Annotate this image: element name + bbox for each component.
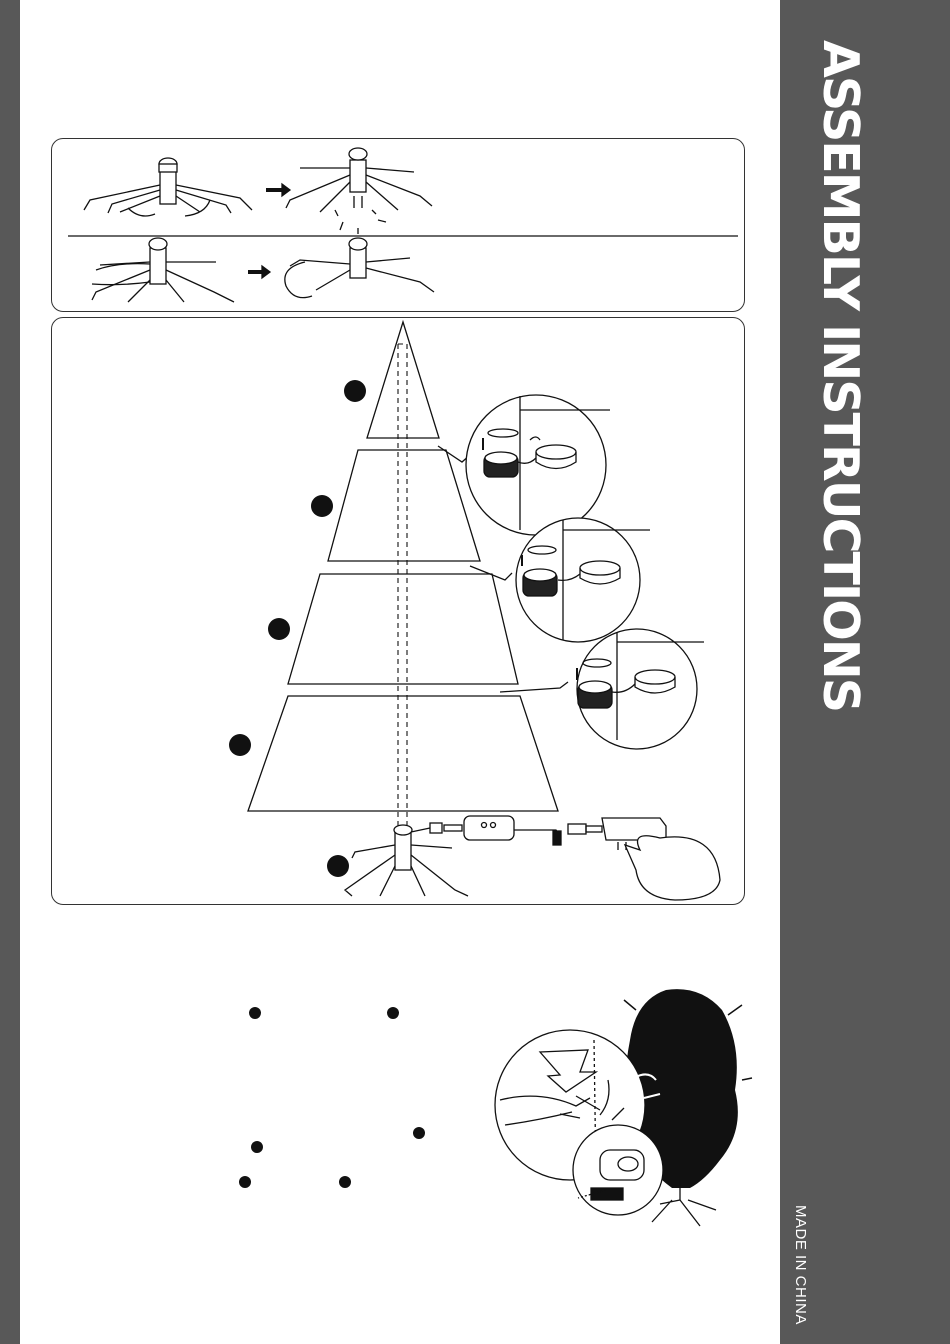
rotate-arrow-icon: [128, 208, 155, 216]
origin-label: MADE IN CHINA: [792, 1205, 809, 1325]
click-mark-icon: [335, 210, 386, 234]
bullet-marker: [239, 1176, 251, 1188]
rotate-arrow-icon: [185, 200, 210, 216]
bullet-marker: [251, 1141, 263, 1153]
tree-stand-icon: [286, 148, 432, 212]
tree-stand-icon: [84, 158, 252, 213]
tree-section-2: [328, 450, 480, 561]
bullet-marker: [413, 1127, 425, 1139]
step-marker: [311, 495, 333, 517]
step-marker: [344, 380, 366, 402]
cable-hand-grip: [553, 831, 561, 845]
power-cable: [411, 828, 430, 832]
page-title: ASSEMBLY INSTRUCTIONS: [812, 40, 869, 712]
bullet-marker: [249, 1007, 261, 1019]
rotate-arrow-icon: [285, 262, 312, 298]
plug-detail-icon: [573, 1125, 663, 1215]
tree-stand-icon: [290, 238, 434, 292]
bullet-marker: [339, 1176, 351, 1188]
arrow-right-icon: [262, 266, 270, 278]
control-box-icon: [464, 816, 514, 840]
tree-section-3: [288, 574, 518, 684]
tree-section-top: [367, 322, 439, 438]
step-marker: [268, 618, 290, 640]
bullet-marker: [387, 1007, 399, 1019]
speech-bubble: [625, 836, 720, 900]
step-marker: [327, 855, 349, 877]
plug-connector: [430, 823, 442, 833]
tree-stand-icon: [92, 238, 234, 302]
arrow-right-icon: [282, 184, 290, 196]
step-marker: [229, 734, 251, 756]
tree-section-bottom: [248, 696, 558, 811]
tree-stand-icon: [345, 825, 468, 896]
